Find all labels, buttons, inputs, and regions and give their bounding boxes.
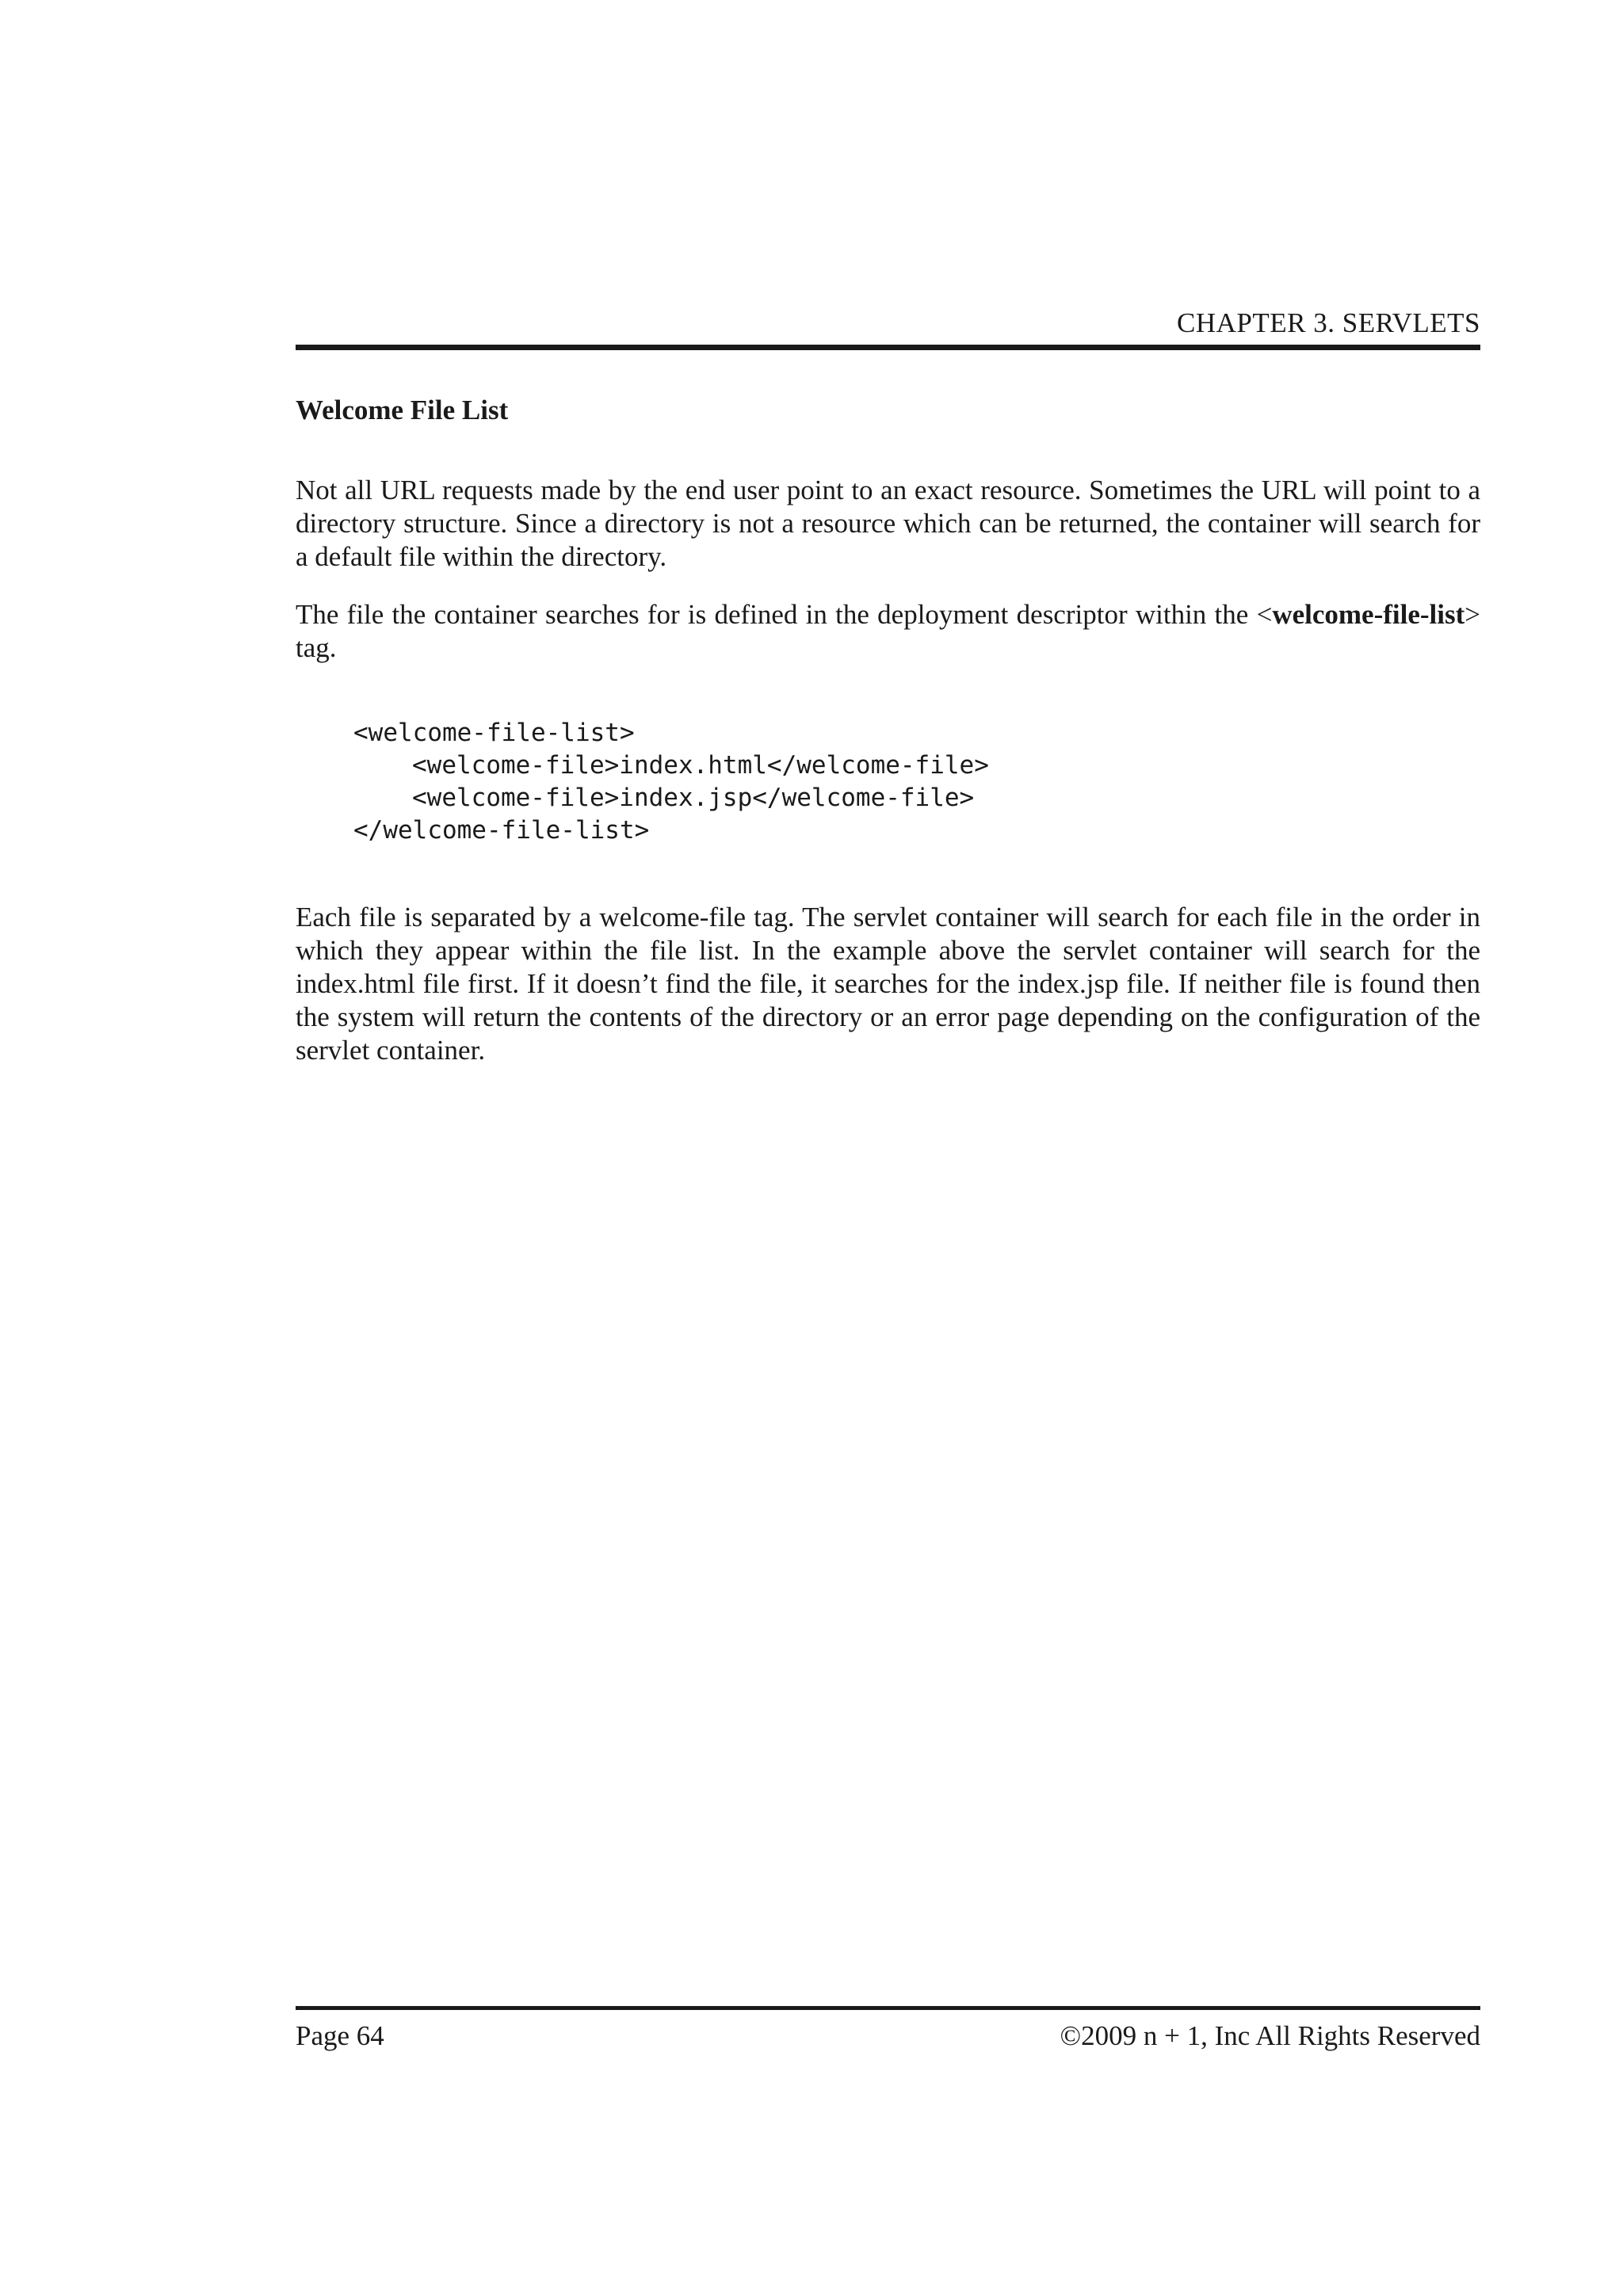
section-heading: Welcome File List bbox=[296, 395, 509, 425]
welcome-file-list-tag-name: welcome-file-list bbox=[1272, 599, 1465, 630]
paragraph-intro: Not all URL requests made by the end user point to an exact resource. Sometimes the URL will point to a directory structure. Since a directory is not a resource which can be returned, the container will search for a default file within the directory. bbox=[296, 475, 1480, 572]
paragraph-descriptor-text-after: > tag. bbox=[296, 599, 1480, 663]
page-number: Page 64 bbox=[296, 2020, 384, 2051]
copyright-notice: ©2009 n + 1, Inc All Rights Reserved bbox=[1060, 2020, 1480, 2051]
code-line: <welcome-file>index.jsp</welcome-file> bbox=[412, 784, 975, 812]
header-rule bbox=[296, 345, 1480, 350]
code-example bbox=[353, 717, 989, 847]
code-line: </welcome-file-list> bbox=[353, 816, 650, 845]
running-header: CHAPTER 3. SERVLETS bbox=[1177, 307, 1480, 338]
paragraph-descriptor bbox=[296, 598, 1480, 665]
paragraph-search-order: Each file is separated by a welcome-file tag. The servlet container will search for each file in the order in which they appear within the file list. In the example above the servlet container will search for the index.html file first. If it doesn’t find the file, it searches for the index.jsp file. If neither file is found then the system will return the contents of the directory or an error page depending on the configuration of the servlet container. bbox=[296, 902, 1480, 1066]
footer-rule bbox=[296, 2006, 1480, 2010]
paragraph-descriptor-text-before: The file the container searches for is defined in the deployment descriptor within the < bbox=[296, 599, 1273, 630]
code-line: <welcome-file-list> bbox=[353, 719, 635, 747]
code-line: <welcome-file>index.html</welcome-file> bbox=[412, 751, 989, 780]
